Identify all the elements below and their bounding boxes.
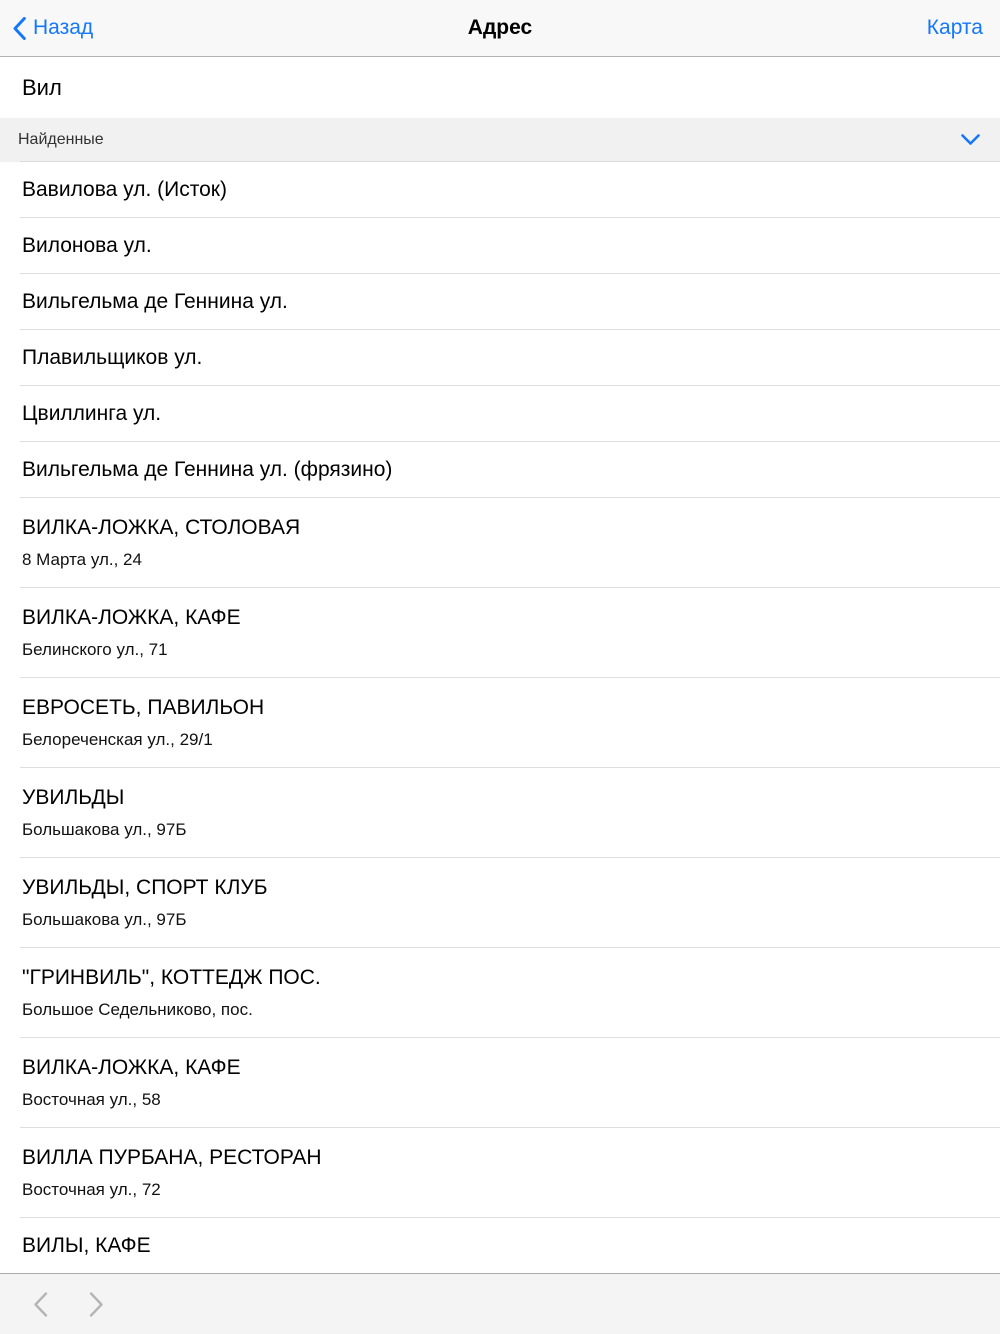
result-title: ВИЛКА-ЛОЖКА, КАФЕ bbox=[22, 1056, 241, 1079]
result-subtitle: Восточная ул., 58 bbox=[22, 1090, 161, 1109]
result-title: "ГРИНВИЛЬ", КОТТЕДЖ ПОС. bbox=[22, 966, 321, 989]
list-item[interactable] bbox=[0, 1038, 1000, 1128]
chevron-right-icon bbox=[88, 1291, 105, 1318]
result-title: ЕВРОСЕТЬ, ПАВИЛЬОН bbox=[22, 696, 265, 719]
result-title: УВИЛЬДЫ, СПОРТ КЛУБ bbox=[22, 876, 268, 899]
search-row bbox=[0, 57, 1000, 118]
list-item[interactable] bbox=[0, 588, 1000, 678]
list-item[interactable] bbox=[0, 678, 1000, 768]
list-item[interactable] bbox=[0, 162, 1000, 218]
list-item[interactable] bbox=[0, 330, 1000, 386]
page-title: Адрес bbox=[467, 16, 533, 39]
result-title: Вильгельма де Геннина ул. (фрязино) bbox=[22, 458, 393, 481]
chevron-left-icon bbox=[32, 1291, 49, 1318]
result-title: ВИЛЫ, КАФЕ bbox=[22, 1234, 151, 1257]
list-item[interactable] bbox=[0, 1218, 1000, 1274]
section-header-found[interactable] bbox=[0, 118, 1000, 162]
result-subtitle: 8 Марта ул., 24 bbox=[22, 550, 142, 569]
list-item[interactable] bbox=[0, 274, 1000, 330]
results-list bbox=[0, 162, 1000, 1274]
result-subtitle: Большакова ул., 97Б bbox=[22, 910, 187, 929]
result-title: ВИЛЛА ПУРБАНА, РЕСТОРАН bbox=[22, 1146, 322, 1169]
list-item[interactable] bbox=[0, 948, 1000, 1038]
result-subtitle: Белореченская ул., 29/1 bbox=[22, 730, 213, 749]
result-subtitle: Белинского ул., 71 bbox=[22, 640, 168, 659]
result-title: УВИЛЬДЫ bbox=[22, 786, 125, 809]
result-title: ВИЛКА-ЛОЖКА, СТОЛОВАЯ bbox=[22, 516, 301, 539]
result-title: Вильгельма де Геннина ул. bbox=[22, 290, 288, 313]
list-item[interactable] bbox=[0, 858, 1000, 948]
list-item[interactable] bbox=[0, 768, 1000, 858]
navigation-bar bbox=[0, 0, 1000, 57]
bottom-toolbar bbox=[0, 1273, 1000, 1334]
result-title: Вилонова ул. bbox=[22, 234, 152, 257]
list-item[interactable] bbox=[0, 442, 1000, 498]
section-label: Найденные bbox=[18, 131, 104, 148]
result-subtitle: Большое Седельниково, пос. bbox=[22, 1000, 253, 1019]
result-title: Вавилова ул. (Исток) bbox=[22, 178, 227, 201]
result-title: ВИЛКА-ЛОЖКА, КАФЕ bbox=[22, 606, 241, 629]
result-title: Плавильщиков ул. bbox=[22, 346, 203, 369]
chevron-down-icon bbox=[961, 134, 980, 146]
list-item[interactable] bbox=[0, 218, 1000, 274]
list-item[interactable] bbox=[0, 386, 1000, 442]
result-subtitle: Восточная ул., 72 bbox=[22, 1180, 161, 1199]
result-title: Цвиллинга ул. bbox=[22, 402, 162, 425]
list-item[interactable] bbox=[0, 498, 1000, 588]
map-button[interactable]: Карта bbox=[926, 16, 983, 39]
result-subtitle: Большакова ул., 97Б bbox=[22, 820, 187, 839]
address-search-input[interactable] bbox=[0, 75, 1000, 101]
back-button[interactable] bbox=[0, 16, 93, 40]
list-item[interactable] bbox=[0, 1128, 1000, 1218]
back-button-label: Назад bbox=[33, 16, 94, 39]
history-forward-button[interactable] bbox=[82, 1288, 110, 1320]
history-back-button[interactable] bbox=[26, 1288, 54, 1320]
chevron-left-icon bbox=[13, 17, 26, 40]
